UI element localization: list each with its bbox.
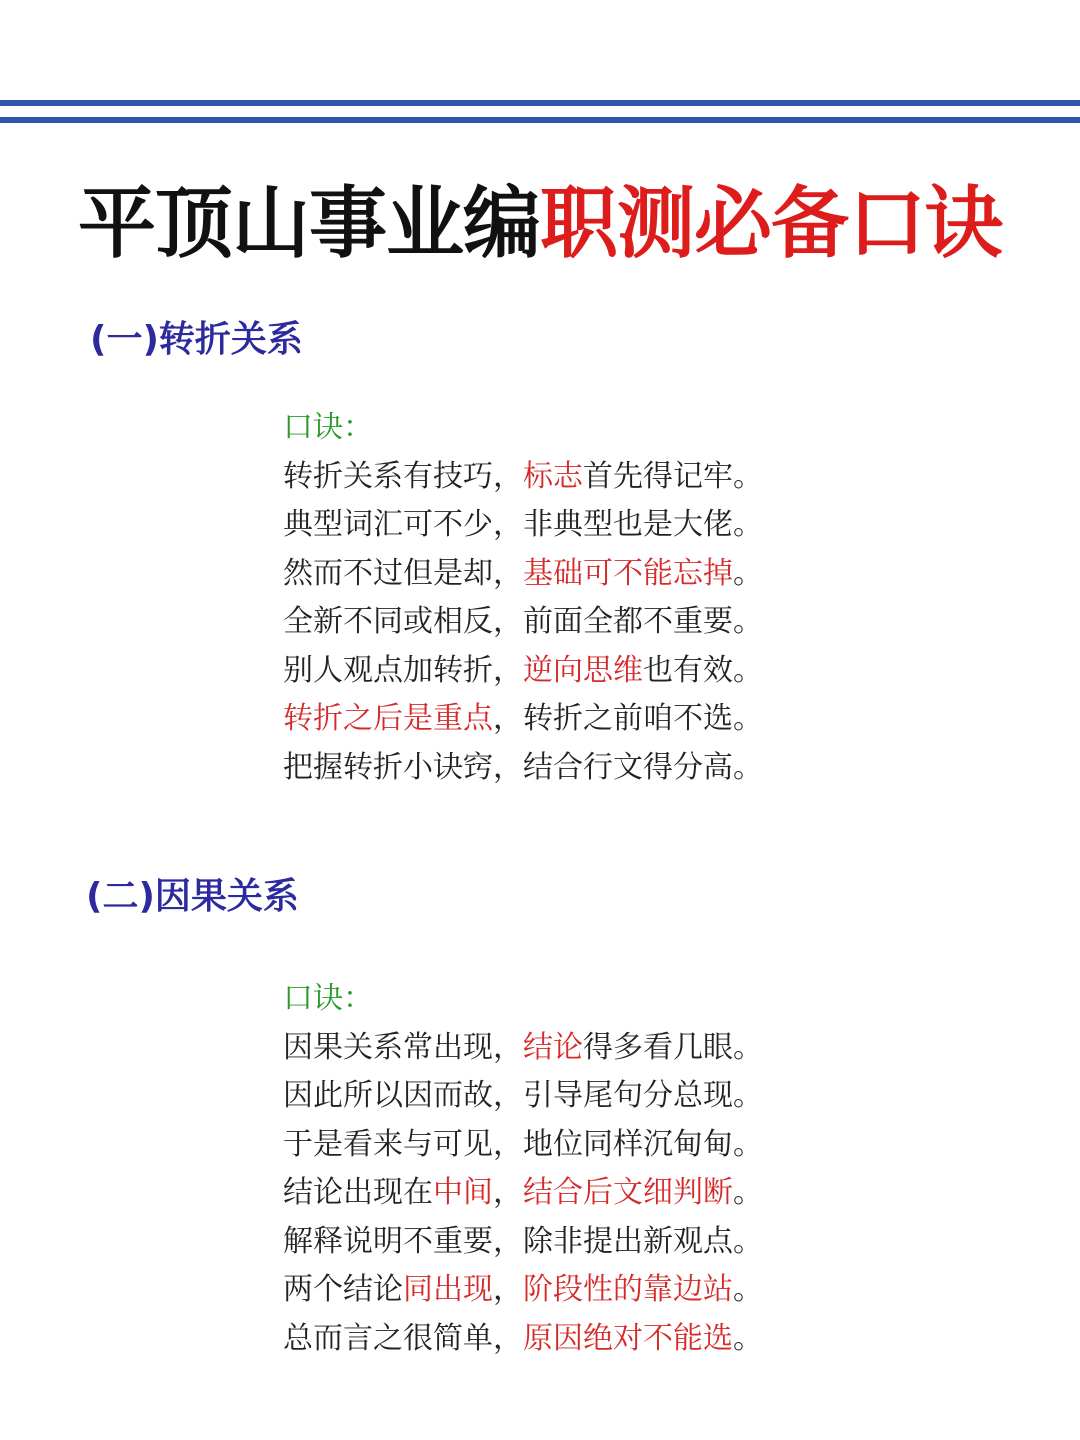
verse-text: 典型词汇可不少，非典型也是大佬。 [283, 507, 763, 542]
verse-line [283, 1218, 1063, 1267]
verse-lines [283, 453, 1063, 793]
verse-text: 因此所以因而故，引导尾句分总现。 [283, 1078, 763, 1113]
verse-text: 。 [733, 1272, 763, 1307]
highlighted-phrase: 转折之后是重点 [283, 701, 493, 736]
verse-text: 两个结论 [283, 1272, 403, 1307]
verse-block-cause-effect [283, 975, 1063, 1363]
verse-text: 也有效。 [643, 652, 763, 688]
verse-text: 总而言之很简单， [283, 1320, 523, 1356]
second-rule-line [0, 117, 1080, 123]
highlighted-phrase: 标志 [523, 458, 583, 494]
verse-text: 得多看几眼。 [583, 1029, 763, 1065]
page-title [0, 178, 1080, 270]
verse-text: ， [493, 1272, 523, 1307]
verse-text: 结论出现在 [283, 1175, 433, 1210]
verse-text: 因果关系常出现， [283, 1029, 523, 1065]
verse-line [283, 695, 1063, 744]
page-title-black-part: 平顶山事业编 [77, 178, 540, 269]
verse-text: 首先得记牢。 [583, 458, 763, 494]
verse-line [283, 744, 1063, 793]
verse-text: 然而不过但是却， [283, 555, 523, 591]
verse-line [283, 1169, 1063, 1218]
verse-text: 把握转折小诀窍，结合行文得分高。 [283, 749, 763, 785]
section-heading-transition: (一)转折关系 [90, 319, 303, 360]
highlighted-phrase: 结论 [523, 1029, 583, 1065]
highlighted-phrase: 同出现 [403, 1272, 493, 1307]
verse-text: 全新不同或相反，前面全都不重要。 [283, 604, 763, 639]
verse-line [283, 453, 1063, 502]
verse-label: 口诀： [283, 410, 373, 445]
verse-line [283, 1315, 1063, 1364]
highlighted-phrase: 逆向思维 [523, 652, 643, 688]
verse-label: 口诀： [283, 981, 373, 1016]
highlighted-phrase: 原因绝对不能选 [523, 1320, 733, 1356]
verse-text: 。 [733, 1320, 763, 1356]
verse-line [283, 598, 1063, 647]
highlighted-phrase: 基础可不能忘掉 [523, 555, 733, 591]
verse-lines [283, 1024, 1063, 1364]
verse-line [283, 647, 1063, 696]
highlighted-phrase: 结合后文细判断 [523, 1175, 733, 1210]
verse-text: 转折关系有技巧， [283, 458, 523, 494]
verse-text: 于是看来与可见，地位同样沉甸甸。 [283, 1126, 763, 1162]
verse-line [283, 1121, 1063, 1170]
highlighted-phrase: 阶段性的靠边站 [523, 1272, 733, 1307]
verse-block-transition [283, 404, 1063, 792]
top-rule-line [0, 100, 1080, 106]
verse-text: ， [493, 1175, 523, 1210]
verse-line [283, 1072, 1063, 1121]
section-heading-cause-effect: (二)因果关系 [86, 876, 299, 917]
verse-line [283, 550, 1063, 599]
highlighted-phrase: 中间 [433, 1175, 493, 1210]
verse-text: 。 [733, 555, 763, 591]
verse-text: 。 [733, 1175, 763, 1210]
page-title-red-part: 职测必备口诀 [540, 178, 1003, 269]
verse-line [283, 1266, 1063, 1315]
verse-line [283, 1024, 1063, 1073]
verse-text: 别人观点加转折， [283, 652, 523, 688]
verse-line [283, 501, 1063, 550]
verse-text: ，转折之前咱不选。 [493, 701, 763, 736]
verse-text: 解释说明不重要，除非提出新观点。 [283, 1223, 763, 1259]
